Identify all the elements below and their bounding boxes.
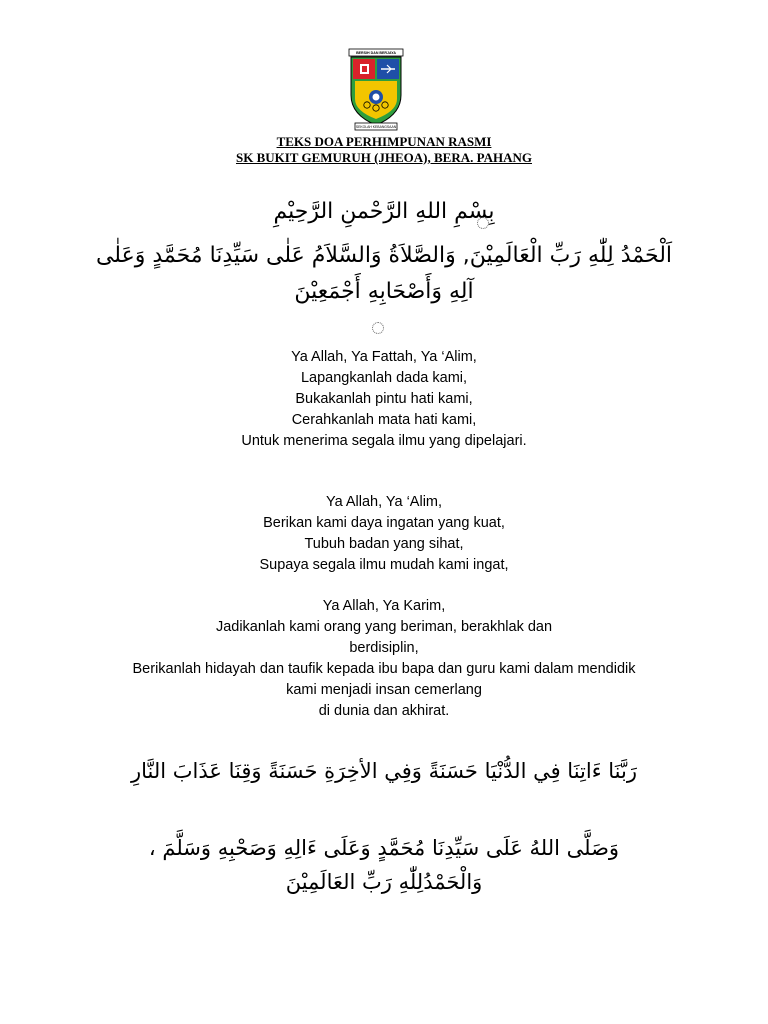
stanza-line: Berikan kami daya ingatan yang kuat, — [263, 515, 505, 531]
prayer-stanza-2 — [0, 492, 768, 576]
prayer-stanza-1 — [0, 347, 768, 452]
salawat-line-1: وَصَلَّى اللهُ عَلَى سَيِّدِنَا مُحَمَّدٍ وَعَلَى ءَالِهِ وَصَحْبِهِ وَسَلَّمَ ، — [148, 836, 620, 860]
salawat-line-2: وَالْحَمْدُلِلّٰهِ رَبِّ العَالَمِيْنَ — [285, 870, 483, 894]
stanza-line: Jadikanlah kami orang yang beriman, berakhlak dan — [215, 619, 553, 635]
stanza-line: Berikanlah hidayah dan taufik kepada ibu bapa dan guru kami dalam mendidik — [132, 661, 636, 677]
prayer-stanza-3 — [0, 596, 768, 722]
basmalah-text: بِسْمِ اللهِ الرَّحْمنِ الرَّحِيْمِ — [273, 199, 495, 224]
crest-bottom-banner: SEKOLAH KEBANGSAAN — [355, 125, 397, 130]
document-subtitle: SK BUKIT GEMURUH (JHEOA), BERA. PAHANG — [235, 150, 532, 165]
stanza-line: kami menjadi insan cemerlang — [286, 682, 482, 698]
stanza-line: di dunia dan akhirat. — [318, 703, 450, 719]
stanza-line: Bukakanlah pintu hati kami, — [295, 391, 473, 407]
stanza-line: Untuk menerima segala ilmu yang dipelajari. — [241, 433, 527, 449]
stanza-line: berdisiplin, — [349, 640, 419, 656]
placeholder-circle-icon — [477, 217, 489, 229]
stanza-line: Ya Allah, Ya Karim, — [322, 598, 446, 614]
placeholder-circle-icon — [372, 322, 384, 334]
stanza-line: Cerahkanlah mata hati kami, — [291, 412, 477, 428]
school-crest-logo — [345, 47, 407, 133]
stanza-line: Tubuh badan yang sihat, — [304, 536, 464, 552]
crest-top-banner: BERSIH DAN BERJAYA — [356, 51, 396, 56]
stanza-line: Supaya segala ilmu mudah kami ingat, — [259, 557, 509, 573]
document-title: TEKS DOA PERHIMPUNAN RASMI — [276, 134, 492, 149]
rabbana-verse: رَبَّنَا ءَاتِنَا فِي الدُّنْيَا حَسَنَةً وَفِي الأخِرَةِ حَسَنَةً وَقِنَا عَذَابَ النَّارِ — [130, 759, 637, 783]
hamd-line-2: آلِهِ وَأَصْحَابِهِ أَجْمَعِيْنَ — [294, 279, 474, 304]
stanza-line: Ya Allah, Ya ‘Alim, — [325, 494, 443, 510]
hamd-line-1: اَلْحَمْدُ لِلّٰهِ رَبِّ الْعَالَمِيْنَ, وَالصَّلاَةُ وَالسَّلاَمُ عَلٰى سَيِّدِنَا مُحَمَّدٍ وَعَلٰى — [95, 243, 673, 268]
stanza-line: Lapangkanlah dada kami, — [300, 370, 468, 386]
stanza-line: Ya Allah, Ya Fattah, Ya ‘Alim, — [291, 349, 477, 365]
